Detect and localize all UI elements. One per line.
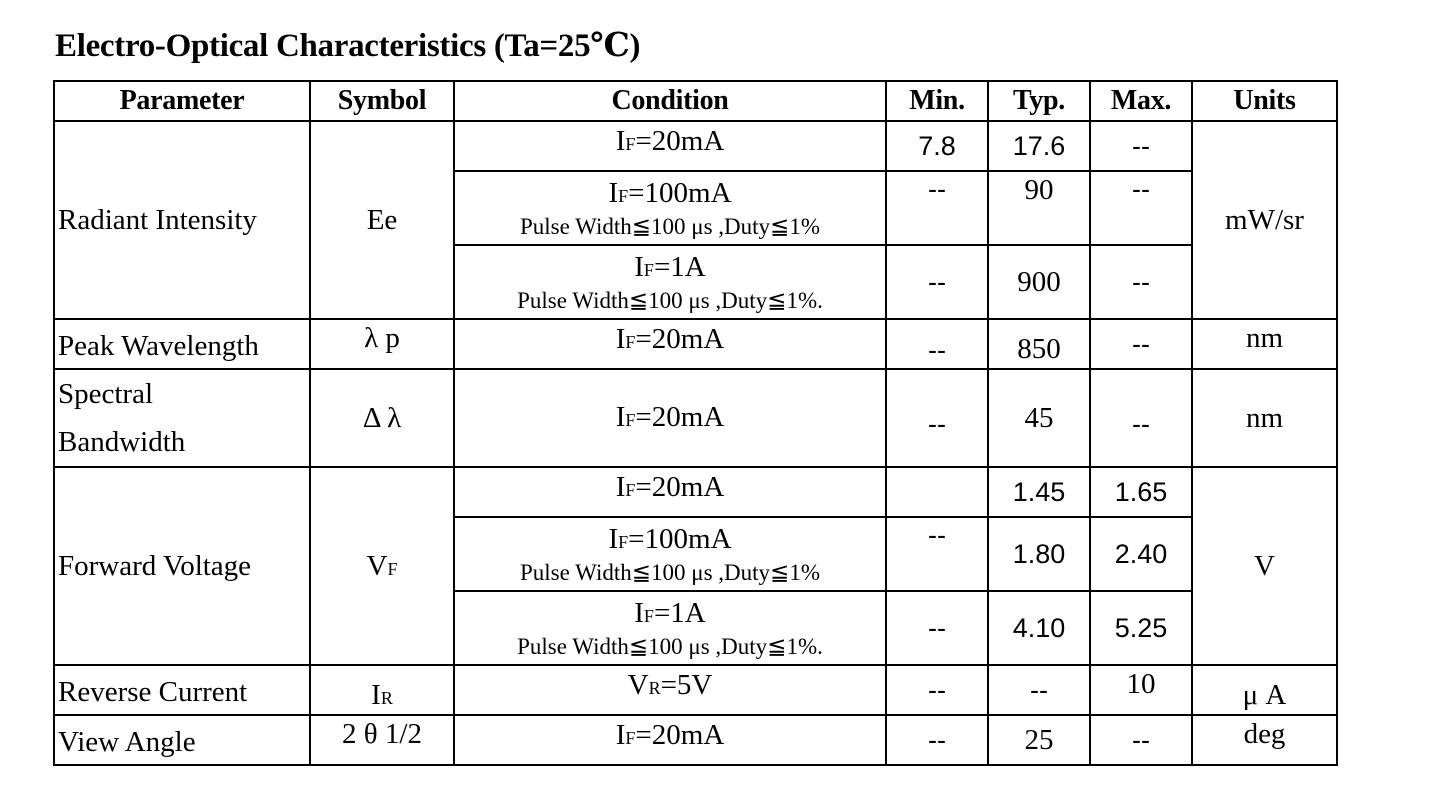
header-typ: Typ. [988,81,1090,121]
param-forward-voltage: Forward Voltage [54,467,310,665]
header-symbol: Symbol [310,81,454,121]
units-spectral-bandwidth: nm [1192,369,1337,467]
param-spectral-bandwidth: Spectral Bandwidth [54,369,310,467]
param-view-angle: View Angle [54,715,310,765]
max-spectral-bandwidth: -- [1090,369,1192,467]
units-forward-voltage: V [1192,467,1337,665]
header-min: Min. [886,81,988,121]
typ-radiant-3: 900 [988,245,1090,319]
typ-spectral-bandwidth: 45 [988,369,1090,467]
max-radiant-2: -- [1090,171,1192,245]
max-view-angle: -- [1090,715,1192,765]
typ-forward-2: 1.80 [988,517,1090,591]
min-radiant-2: -- [886,171,988,245]
min-peak-wavelength: -- [886,319,988,369]
condition-forward-2: IF=100mA Pulse Width≦100 μs ,Duty≦1% [454,517,886,591]
min-forward-1 [886,467,988,517]
condition-radiant-2: IF=100mA Pulse Width≦100 μs ,Duty≦1% [454,171,886,245]
max-forward-1: 1.65 [1090,467,1192,517]
symbol-spectral-bandwidth: Δ λ [310,369,454,467]
condition-radiant-1: IF=20mA [454,121,886,171]
condition-forward-1: IF=20mA [454,467,886,517]
symbol-radiant-intensity: Ee [310,121,454,319]
condition-radiant-3: IF=1A Pulse Width≦100 μs ,Duty≦1%. [454,245,886,319]
typ-reverse-current: -- [988,665,1090,715]
min-forward-2: -- [886,517,988,591]
min-spectral-bandwidth: -- [886,369,988,467]
condition-reverse-current: VR=5V [454,665,886,715]
min-view-angle: -- [886,715,988,765]
symbol-view-angle: 2 θ 1/2 [310,715,454,765]
page-title: Electro-Optical Characteristics (Ta=25℃) [55,28,641,64]
header-units: Units [1192,81,1337,121]
table-row [54,467,1337,517]
table-row [54,121,1337,171]
table-row [54,665,1337,715]
electro-optical-table [53,80,1338,766]
min-forward-3: -- [886,591,988,665]
param-radiant-intensity: Radiant Intensity [54,121,310,319]
units-peak-wavelength: nm [1192,319,1337,369]
min-radiant-3: -- [886,245,988,319]
symbol-peak-wavelength: λ p [310,319,454,369]
condition-forward-3: IF=1A Pulse Width≦100 μs ,Duty≦1%. [454,591,886,665]
max-reverse-current: 10 [1090,665,1192,715]
units-view-angle: deg [1192,715,1337,765]
typ-view-angle: 25 [988,715,1090,765]
condition-spectral-bandwidth: IF=20mA [454,369,886,467]
header-parameter: Parameter [54,81,310,121]
param-reverse-current: Reverse Current [54,665,310,715]
min-radiant-1: 7.8 [886,121,988,171]
symbol-forward-voltage: VF [310,467,454,665]
symbol-reverse-current: IR [310,665,454,715]
table-row [54,319,1337,369]
units-reverse-current: μ A [1192,665,1337,715]
typ-forward-1: 1.45 [988,467,1090,517]
max-peak-wavelength: -- [1090,319,1192,369]
header-row [54,81,1337,121]
table-row [54,715,1337,765]
condition-view-angle: IF=20mA [454,715,886,765]
condition-peak-wavelength: IF=20mA [454,319,886,369]
typ-forward-3: 4.10 [988,591,1090,665]
header-condition: Condition [454,81,886,121]
param-peak-wavelength: Peak Wavelength [54,319,310,369]
table-row [54,369,1337,467]
typ-radiant-1: 17.6 [988,121,1090,171]
units-radiant-intensity: mW/sr [1192,121,1337,319]
max-forward-3: 5.25 [1090,591,1192,665]
header-max: Max. [1090,81,1192,121]
min-reverse-current: -- [886,665,988,715]
max-radiant-1: -- [1090,121,1192,171]
max-forward-2: 2.40 [1090,517,1192,591]
typ-radiant-2: 90 [988,171,1090,245]
typ-peak-wavelength: 850 [988,319,1090,369]
max-radiant-3: -- [1090,245,1192,319]
